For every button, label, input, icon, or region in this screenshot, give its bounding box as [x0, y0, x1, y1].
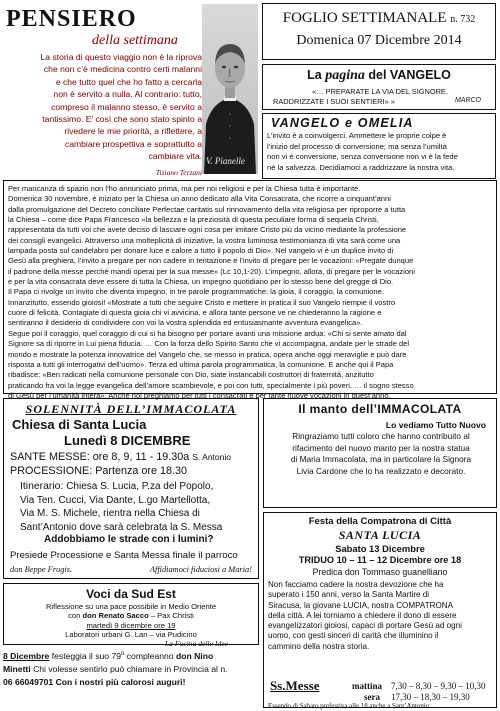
- voci-line: [4, 611, 258, 620]
- festa-line: della città. A lei torniamo a chiedere il dono di essere: [268, 610, 457, 620]
- solennita-heading: SOLENNITÀ DELL’IMMACOLATA: [25, 402, 237, 416]
- itinerario-line: Via Ten. Cucci, Via Dante, L.go Martellotta,: [20, 494, 211, 506]
- manto-line: di Maria Immacolata, ma in particolare la Signora: [290, 454, 472, 465]
- foglio-title-text: FOGLIO SETTIMANALE: [282, 10, 447, 26]
- mattina-times: 7,30 – 8,30 – 9,30 – 10,30: [391, 681, 486, 691]
- article-line: rappresentata da tutti voi che avete deciso di lasciare ogni cosa per imitare Cristo più da vicino mediante la professione: [8, 225, 407, 235]
- article-line: di Gesù per l’umanità intera». Anche noi preghiamo per tutti i consacrati e per tante nuove vocazioni in quest’anno.: [8, 390, 391, 400]
- festa-line: Siracusa, la giovane LUCIA, nostra COMPATRONA: [268, 600, 454, 610]
- solennita-date: Lunedì 8 DICEMBRE: [64, 433, 191, 448]
- sera-label: sera: [364, 692, 380, 702]
- voci-line: La Fucina delle Idee: [164, 639, 228, 649]
- manto-body: [268, 431, 494, 478]
- manto-title: Il manto dell’IMMACOLATA: [298, 402, 462, 416]
- vangelo-title-post: del VANGELO: [364, 68, 451, 82]
- festa-title: Festa della Compatrona di Città: [308, 516, 452, 527]
- omelia-line: l’inizio del processo di conversione; ma senza l’umiltà: [267, 141, 447, 151]
- manto-line: Ringraziamo tutti coloro che hanno contribuito al: [292, 431, 470, 441]
- pensiero-line: non è servito a nulla. Al contrario: tutto,: [53, 89, 202, 100]
- foglio-number: n. 732: [450, 14, 476, 25]
- itinerario-label: Itinerario:: [20, 481, 67, 492]
- article-line: Il Papa ci rivolge un invito che diventa impegno, in tre parole programmatiche: la gioia, il coraggio, la comunione.: [8, 287, 384, 297]
- article-line: cuore di felicità. Contagiate di questa gioia chi vi avvicina, e allora tante persone ve ne chiederanno la ragione e: [8, 308, 382, 318]
- omelia-line: né la salvezza. Decidiamoci a raddrizzare la nostra vita.: [267, 162, 455, 172]
- birthday-line: [3, 648, 259, 663]
- priest-portrait: [202, 4, 258, 174]
- voci-body: [4, 602, 258, 648]
- article-line: risposta a tutti gli interrogativi dell’uomo». Terza ed ultima parola programmatica, la comunione. E anche qui il Papa: [8, 359, 394, 369]
- voci-pre: con: [68, 611, 83, 621]
- portrait-signature: V. Pianelle: [206, 156, 245, 166]
- festa-body: [268, 580, 494, 652]
- pensiero-line: La storia di questo viaggio non è la riprova: [40, 52, 202, 62]
- solennita-addobbiamo: Addobbiamo le strade con i lumini?: [44, 534, 214, 545]
- article-line: la Chiesa – come dice Papa Francesco «la bellezza e la preziosità di questa peculiare forma di sequela Christi,: [8, 215, 379, 225]
- itinerario-line: Via M. S. Michele, rientra nella Chiesa di: [20, 508, 200, 520]
- pensiero-subtitle: della settimana: [92, 33, 178, 48]
- messe-place: S. Antonio: [192, 452, 231, 462]
- vangelo-reference: MARCO: [454, 97, 481, 104]
- article-line: il padrone della messe perché mandi operai per la sua messe» (Lc 10,1-20). L’impegno, allora, di pregare per le vocazioni: [8, 266, 415, 276]
- itinerario-line: Sant’Antonio dove sarà celebrata la S. Messa: [20, 521, 223, 533]
- birthday-text: festeggia il suo 79: [49, 650, 122, 661]
- solennita-messe: [10, 451, 231, 463]
- birthday-name: don Nino: [175, 650, 214, 661]
- sera-times: 17,30 – 18,30 – 19,30: [391, 692, 470, 702]
- manto-box: [263, 398, 497, 508]
- birthday-line: 06 66049701 Con i nostri più calorosi auguri!: [3, 676, 186, 687]
- festa-predica: Predica don Tommaso guanelliano: [312, 567, 448, 577]
- omelia-title: VANGELO e OMELIA: [271, 116, 414, 130]
- vangelo-title-pre: La: [307, 68, 326, 82]
- article-line: ribadisce: «Ben radicati nella comunione personale con Dio, siate instancabili costruttori di fraternità, anzitutto: [8, 370, 374, 380]
- article-line: dei consigli evangelici. Attraverso una molteplicità di iniziative, la vostra luminosa testimonianza di vita sarà come una: [8, 235, 401, 245]
- article-line: Signore sa di riporre in Lui piena fiducia. … Con la forza dello Spirito Santo che vi accompagna, andate per le strade del: [8, 339, 410, 349]
- pensiero-line: rivedere le mie priorità, a riflettere, a: [64, 126, 202, 137]
- festa-line: Non facciamo cadere la nostra devozione che ha: [268, 580, 444, 589]
- festa-line: evangelizzatori gioiosi, capaci di portare Gesù ad ogni: [268, 621, 462, 631]
- solennita-itinerario: [20, 480, 222, 534]
- omelia-body: [267, 131, 493, 173]
- article-body: [8, 184, 494, 401]
- birthday-line: [3, 663, 259, 676]
- birthday-note: [3, 648, 259, 708]
- portrait-icon: [202, 4, 258, 174]
- article-line: Gesù alla preghiera, l’invito a pregare per non cadere in tentazione e l’invito di pregare per le vocazioni: «Pregate dunque: [8, 256, 414, 266]
- messe-heading: Ss.Messe: [270, 678, 320, 693]
- voci-speaker: don Renato Sacco: [82, 611, 149, 621]
- solennita-chiesa: Chiesa di Santa Lucia: [12, 417, 147, 432]
- vangelo-quote-line2: RADDRIZZATE I SUOI SENTIERI» »: [273, 97, 395, 106]
- vangelo-title-em: pagina: [325, 68, 365, 83]
- article-line: Segue poi il coraggio, quel coraggio di cui si ha bisogno per portare avanti una missione ardua: «Chi si sente amato dal: [8, 328, 407, 338]
- pensiero-line: che non c’è medicina contro certi malanni: [43, 64, 202, 75]
- article-line: praticando fra voi la legge evangelica dell’amore scambievole, e poi con tutti, specialmente i più poveri. … il sogno stesso: [8, 380, 414, 390]
- pensiero-line: e che tutto quel che ho fatto a cercarla: [55, 76, 202, 87]
- article-line: e per la vita consacrata deve essere di tutta la Chiesa, un impegno quotidiano per lo stesso bene del gregge di Dio.: [8, 277, 394, 287]
- voci-box: [3, 583, 259, 649]
- birthday-text2: compleanno: [124, 650, 176, 661]
- article-line: Innanzitutto, essendo gioiosi! «Mostrate a tutti che seguire Cristo e mettere in pratica il suo Vangelo riempie il vostro: [8, 297, 396, 307]
- solennita-signature: don Beppe Frugis.: [10, 565, 73, 574]
- pensiero-title: PENSIERO: [6, 6, 137, 32]
- pensiero-body: [6, 51, 202, 163]
- festa-date: Sabato 13 Dicembre: [335, 543, 425, 554]
- foglio-date: Domenica 07 Dicembre 2014: [296, 33, 462, 48]
- festa-line: uomo, con gesti sinceri di carità che illuminino il: [268, 631, 439, 641]
- article-line: dalla promulgazione del Decreto conciliare Perfectae caritatis sul rinnovamento della vita religiosa per riproporre a tutta: [8, 204, 406, 214]
- festa-line: cammino della nostra storia.: [268, 641, 370, 651]
- omelia-line: non vi è conversione, senza conversione non vi è la fede: [267, 152, 458, 162]
- article-line: mondo e mostrate la potenza innovatrice del Vangelo che, se messo in pratica, opera anche oggi meraviglie e può dare: [8, 349, 407, 359]
- manto-subtitle: Lo vediamo Tutto Nuovo: [385, 420, 486, 430]
- pensiero-line: cambiare vita.: [148, 151, 202, 162]
- article-line: sentiranno il desiderio di condividere con voi la vostra splendida ed entusiasmante avventura evangelica».: [8, 318, 363, 328]
- article-line: Domenica 30 novembre, è iniziato per la Chiesa un anno dedicato alla Vita Consacrata, che ricorre a cinquant’anni: [8, 194, 391, 204]
- birthday-sup: o: [121, 651, 125, 657]
- foglio-title: [263, 10, 495, 27]
- solennita-presiede: Presiede Processione e Santa Messa finale il parroco: [10, 550, 238, 561]
- manto-line: rifacimento del nuovo manto per la nostra statua: [292, 442, 470, 453]
- solennita-closing: Affidiamoci fiduciosi a Maria!: [149, 565, 252, 574]
- voci-post: – Pax Christi: [148, 611, 194, 621]
- solennita-processione: PROCESSIONE: Partenza ore 18.30: [10, 465, 188, 477]
- itinerario-first: Chiesa S. Lucia, P.za del Popolo,: [66, 481, 214, 492]
- itinerario-line: [20, 480, 222, 494]
- messe-note: Essendo di Sabato prefestiva alle 18 anche a Sant’Antonio: [268, 703, 430, 710]
- birthday-date: 8 Dicembre: [3, 650, 50, 661]
- pensiero-line: compreso il malanno stesso, è servito a: [51, 101, 202, 112]
- festa-box: [263, 512, 497, 708]
- festa-triduo: TRIDUO 10 – 11 – 12 Dicembre ore 18: [298, 555, 462, 565]
- article-line: Per mancanza di spazio non l’ho annunciato prima, ma per noi religiosi e per la Chiesa tutta è importante.: [8, 184, 361, 193]
- festa-saint: SANTA LUCIA: [338, 528, 422, 542]
- festa-line: superato i 150 anni, verso la Santa Martire di: [268, 590, 430, 600]
- voci-line: Laboratori urbani G. Lan – via Pudicino: [65, 629, 197, 639]
- pensiero-line: tantissimo. E’ così che sono stato spinto a: [42, 114, 202, 125]
- omelia-line: L’invito è a coinvolgerci. Ammettere le proprie colpe è: [267, 131, 447, 140]
- article-line: lampada posta sul candelabro per donare luce e calore a tutto il popolo di Dio». Nel vangelo vi è un duplice invito di: [8, 246, 394, 256]
- messe-label: SANTE MESSE: ore 8, 9, 11 - 19.30a: [10, 451, 193, 463]
- pensiero-author: Tiziano Terzani: [155, 168, 202, 177]
- vangelo-title: [263, 68, 495, 84]
- solennita-box: [3, 398, 259, 579]
- vangelo-quote-line1: «… PREPARATE LA VIA DEL SIGNORE,: [312, 87, 448, 96]
- birthday-surname: Minetti: [3, 663, 31, 674]
- mattina-label: mattina: [352, 681, 382, 691]
- voci-title: Voci da Sud Est: [86, 587, 176, 601]
- voci-line: Riflessione su una pace possibile in Medio Oriente: [45, 602, 217, 611]
- manto-line: Livia Cardone che lo ha realizzato e decorato.: [296, 466, 466, 477]
- birthday-text3: Chi volesse sentirlo può chiamare in Provincia al n.: [30, 663, 228, 674]
- pensiero-line: cambiare prospettiva e soprattutto a: [64, 138, 202, 149]
- vita-consacrata-article: [3, 180, 497, 400]
- omelia-box: [262, 113, 496, 179]
- voci-line: martedì 9 dicembre ore 19: [86, 620, 176, 630]
- vangelo-box: [262, 64, 496, 110]
- foglio-header: [262, 3, 496, 60]
